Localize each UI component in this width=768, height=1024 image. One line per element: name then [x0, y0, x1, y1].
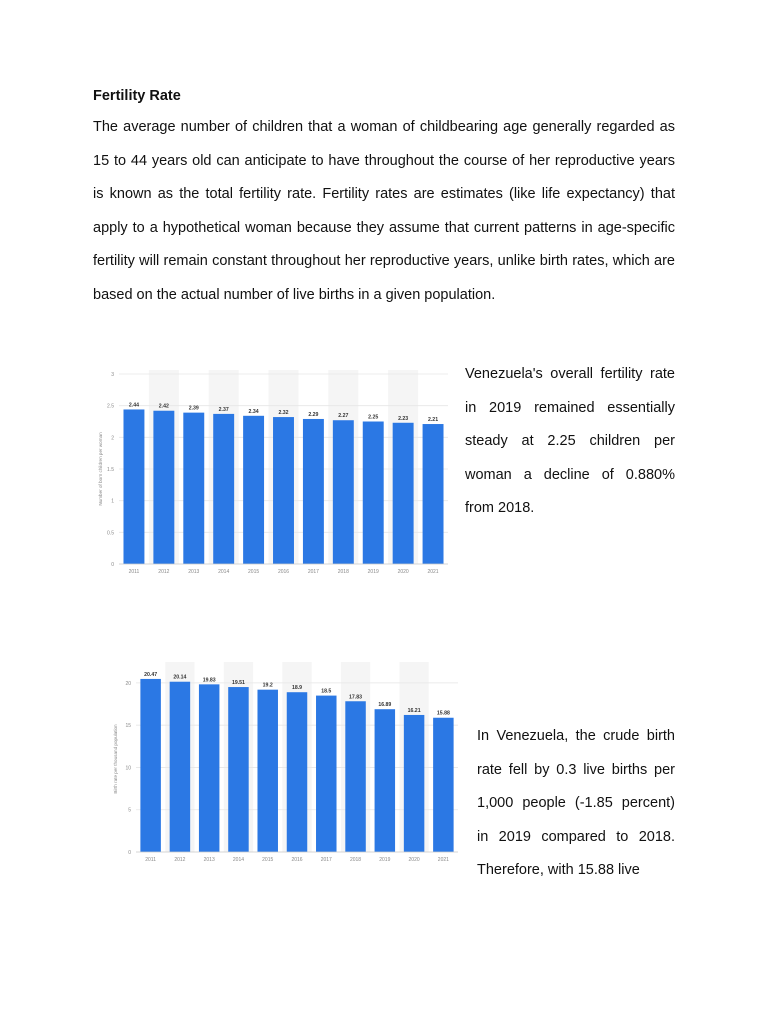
x-tick-label: 2019 — [379, 857, 391, 863]
x-tick-label: 2020 — [408, 857, 420, 863]
y-tick-label: 1 — [111, 498, 114, 505]
bar-value-label: 2.25 — [368, 414, 379, 421]
bar-value-label: 18.9 — [291, 685, 303, 692]
x-tick-label: 2015 — [248, 569, 260, 575]
bar — [375, 709, 395, 852]
x-tick-label: 2013 — [203, 857, 215, 863]
x-tick-label: 2014 — [218, 569, 230, 575]
bar — [183, 413, 204, 564]
bar — [393, 423, 414, 564]
y-tick-label: 10 — [125, 765, 131, 772]
bar-value-label: 15.88 — [436, 710, 450, 717]
x-tick-label: 2019 — [367, 569, 379, 575]
bar-value-label: 2.32 — [278, 410, 289, 417]
birth-rate-summary-text: In Venezuela, the crude birth rate fell by 0.3 live births per 1,000 people (-1.85 percent) in 2019 compared to 2018. Therefore, with 15.88 live — [477, 728, 675, 878]
y-tick-label: 15 — [125, 723, 131, 730]
bar — [243, 416, 264, 564]
x-tick-label: 2018 — [349, 857, 362, 863]
bar-value-label: 2.21 — [427, 417, 439, 424]
y-tick-label: 3 — [111, 372, 114, 378]
bar-value-label: 2.27 — [338, 413, 349, 420]
bar — [257, 690, 277, 852]
bar-value-label: 2.34 — [248, 408, 259, 415]
x-tick-label: 2013 — [188, 569, 200, 575]
bar — [273, 417, 294, 564]
x-tick-label: 2016 — [277, 569, 290, 575]
bar-value-label: 2.42 — [158, 403, 169, 410]
bar-value-label: 20.14 — [173, 674, 187, 681]
bar-value-label: 18.5 — [321, 688, 332, 695]
y-tick-label: 1.5 — [107, 467, 114, 473]
bar-value-label: 19.51 — [231, 680, 245, 687]
bar — [363, 422, 384, 565]
bar-value-label: 17.83 — [349, 694, 363, 701]
fertility-rate-chart-svg — [94, 364, 454, 578]
bar — [228, 687, 248, 852]
x-tick-label: 2018 — [337, 569, 349, 575]
bar — [433, 718, 453, 852]
birth-rate-chart — [106, 656, 464, 870]
x-tick-label: 2016 — [291, 857, 303, 863]
bar — [423, 424, 444, 564]
bar — [170, 682, 190, 852]
y-tick-label: 5 — [128, 807, 131, 814]
x-tick-label: 2012 — [158, 569, 170, 575]
bar — [316, 696, 336, 852]
y-axis-label: Birth rate per thousand population — [113, 724, 118, 794]
bar-value-label: 2.23 — [398, 415, 409, 422]
x-tick-label: 2011 — [128, 569, 140, 575]
bar — [213, 414, 234, 564]
birth-rate-chart-svg — [106, 656, 464, 870]
section-heading: Fertility Rate — [93, 88, 181, 104]
bar — [140, 679, 160, 852]
x-tick-label: 2017 — [307, 569, 319, 575]
intro-paragraph: The average number of children that a woman of childbearing age generally regarded as 15 to 44 years old can anticipate to have throughout the course of her reproductive years is known as the total fertility rate. Fertility rates are estimates (like life expectancy) that apply to a hypothetical woman because they assume that current patterns in age-specific fertility will remain constant throughout her reproductive years, unlike birth rates, which are based on the actual number of live births in a given population. — [93, 119, 675, 303]
x-tick-label: 2015 — [262, 857, 274, 863]
bar-value-label: 20.47 — [144, 671, 158, 678]
bar-value-label: 2.37 — [218, 406, 229, 413]
bar — [153, 411, 174, 564]
bar — [303, 419, 324, 564]
y-tick-label: 2.5 — [107, 403, 114, 410]
bar-value-label: 16.89 — [378, 702, 392, 709]
y-tick-label: 0 — [128, 850, 131, 856]
x-tick-label: 2011 — [145, 857, 157, 863]
fertility-summary-text: Venezuela's overall fertility rate in 2019 remained essentially steady at 2.25 children per woman a decline of 0.880% from 2018. — [465, 366, 675, 516]
y-axis-label: Number of born children per woman — [98, 432, 103, 506]
bar-value-label: 2.39 — [188, 405, 199, 412]
bar — [333, 420, 354, 564]
fertility-rate-chart — [94, 364, 454, 578]
bar — [199, 684, 219, 852]
bar — [345, 701, 365, 852]
bar — [404, 715, 424, 852]
bar-value-label: 2.44 — [128, 402, 140, 409]
x-tick-label: 2012 — [174, 857, 186, 863]
y-tick-label: 0.5 — [107, 530, 114, 537]
x-tick-label: 2020 — [397, 569, 409, 575]
bar — [287, 692, 307, 852]
x-tick-label: 2021 — [437, 857, 449, 863]
bar-value-label: 19.2 — [262, 682, 273, 689]
y-tick-label: 0 — [111, 562, 114, 568]
y-tick-label: 20 — [125, 680, 131, 687]
bar-value-label: 19.83 — [202, 677, 216, 684]
bar-value-label: 2.29 — [308, 411, 319, 418]
x-tick-label: 2021 — [427, 569, 439, 575]
x-tick-label: 2014 — [232, 857, 245, 863]
y-tick-label: 2 — [111, 435, 114, 442]
x-tick-label: 2017 — [320, 857, 332, 863]
bar — [123, 409, 144, 564]
bar-value-label: 16.21 — [407, 707, 421, 714]
